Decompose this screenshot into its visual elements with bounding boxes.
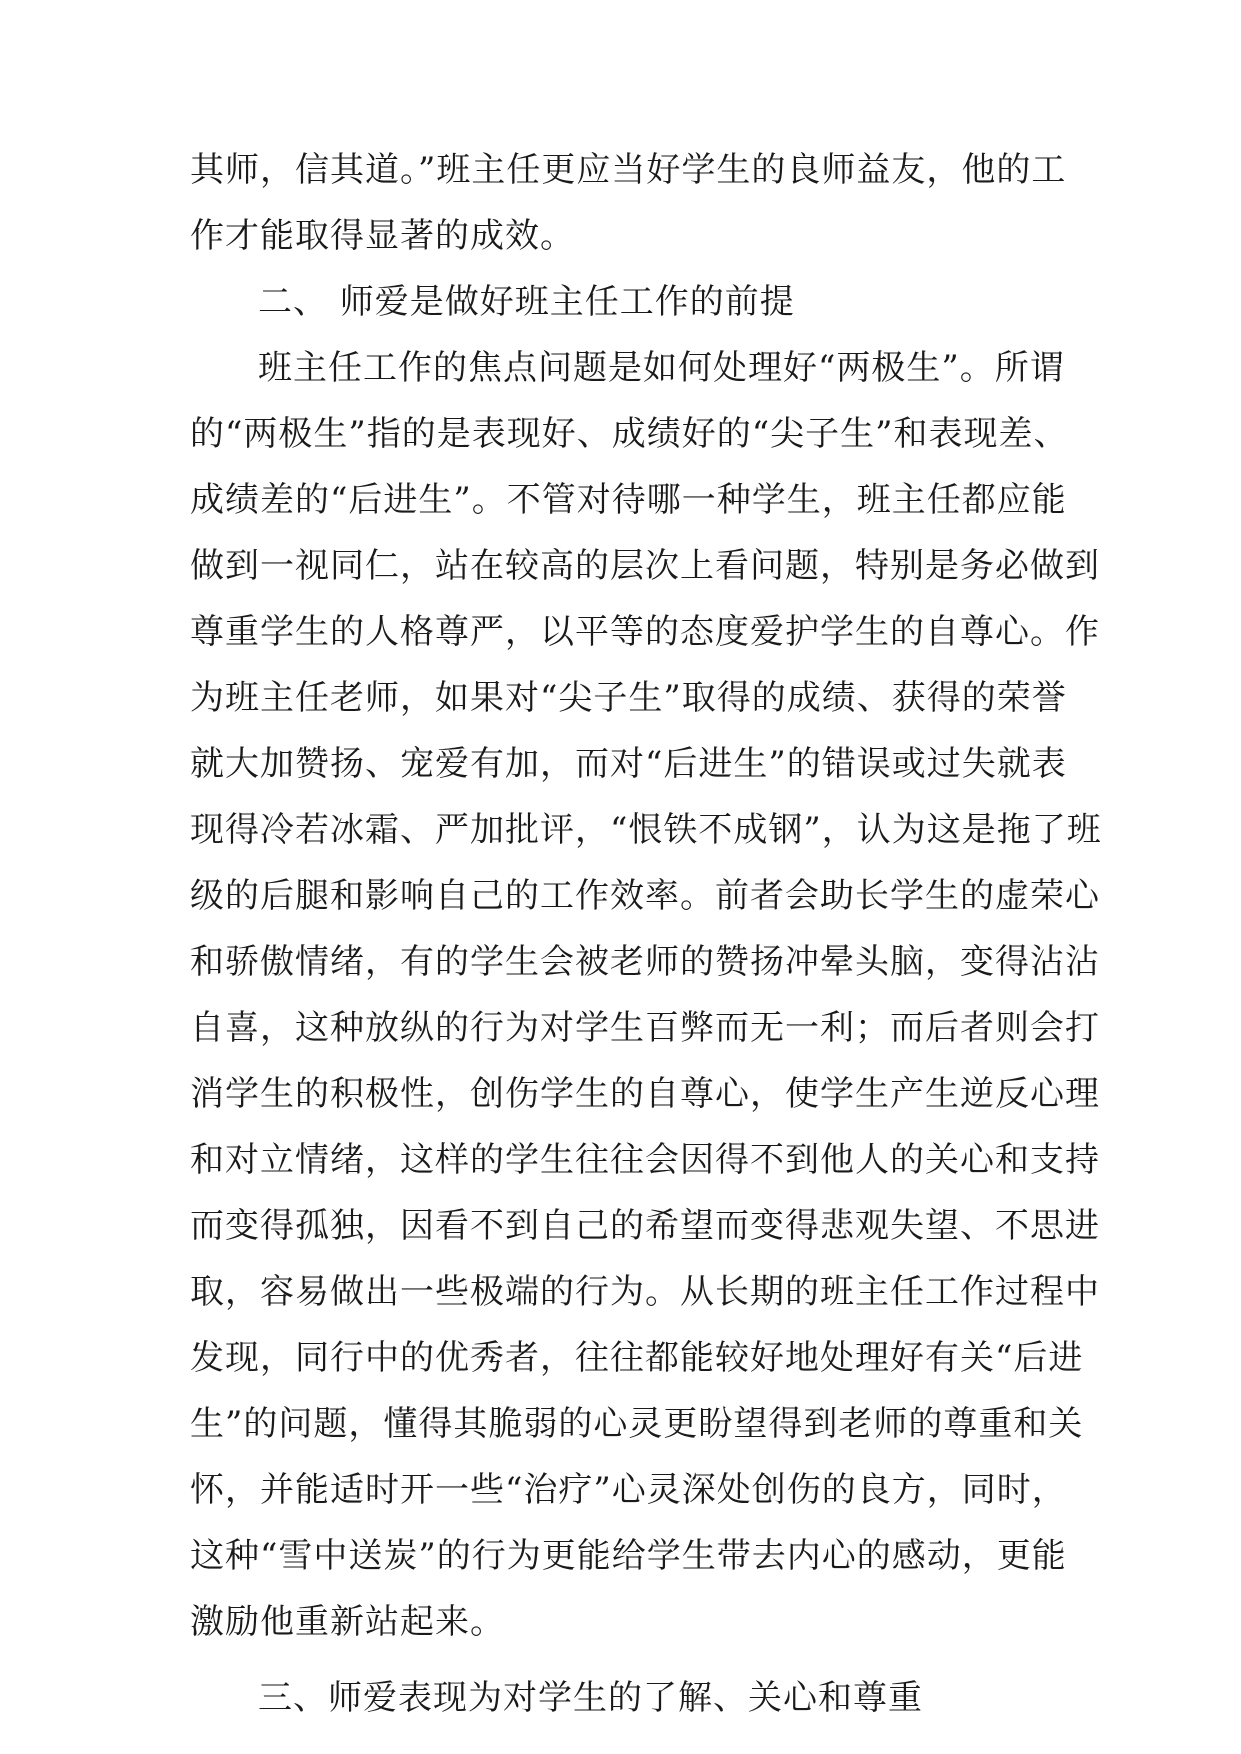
section-heading-2: 二、 师爱是做好班主任工作的前提 bbox=[258, 282, 795, 322]
text-line: 班主任工作的焦点问题是如何处理好“两极生”。所谓 bbox=[258, 348, 1065, 388]
text-line: 这种“雪中送炭”的行为更能给学生带去内心的感动，更能 bbox=[190, 1536, 1067, 1576]
text-line: 的“两极生”指的是表现好、成绩好的“尖子生”和表现差、 bbox=[190, 414, 1069, 454]
text-line: 做到一视同仁，站在较高的层次上看问题，特别是务必做到 bbox=[190, 546, 1100, 586]
text-line: 和对立情绪，这样的学生往往会因得不到他人的关心和支持 bbox=[190, 1140, 1100, 1180]
text-line: 自喜，这种放纵的行为对学生百弊而无一利；而后者则会打 bbox=[190, 1008, 1100, 1048]
text-line: 生”的问题，懂得其脆弱的心灵更盼望得到老师的尊重和关 bbox=[190, 1404, 1084, 1444]
text-line: 而变得孤独，因看不到自己的希望而变得悲观失望、不思进 bbox=[190, 1206, 1100, 1246]
text-line: 其师，信其道。”班主任更应当好学生的良师益友，他的工 bbox=[190, 150, 1067, 190]
text-line: 尊重学生的人格尊严，以平等的态度爱护学生的自尊心。作 bbox=[190, 612, 1100, 652]
text-line: 怀，并能适时开一些“治疗”心灵深处创伤的良方，同时， bbox=[190, 1470, 1067, 1510]
text-line: 取，容易做出一些极端的行为。从长期的班主任工作过程中 bbox=[190, 1272, 1100, 1312]
text-line: 就大加赞扬、宠爱有加，而对“后进生”的错误或过失就表 bbox=[190, 744, 1067, 784]
section-heading-3: 三、师爱表现为对学生的了解、关心和尊重 bbox=[258, 1678, 923, 1718]
text-line: 级的后腿和影响自己的工作效率。前者会助长学生的虚荣心 bbox=[190, 876, 1100, 916]
text-line: 为班主任老师，如果对“尖子生”取得的成绩、获得的荣誉 bbox=[190, 678, 1067, 718]
text-line: 消学生的积极性，创伤学生的自尊心，使学生产生逆反心理 bbox=[190, 1074, 1100, 1114]
text-line: 成绩差的“后进生”。不管对待哪一种学生，班主任都应能 bbox=[190, 480, 1067, 520]
text-line: 作才能取得显著的成效。 bbox=[190, 216, 575, 256]
text-line: 激励他重新站起来。 bbox=[190, 1602, 505, 1642]
text-line: 和骄傲情绪，有的学生会被老师的赞扬冲晕头脑，变得沾沾 bbox=[190, 942, 1100, 982]
text-line: 现得冷若冰霜、严加批评，“恨铁不成钢”，认为这是拖了班 bbox=[190, 810, 1102, 850]
text-line: 发现，同行中的优秀者，往往都能较好地处理好有关“后进 bbox=[190, 1338, 1084, 1378]
